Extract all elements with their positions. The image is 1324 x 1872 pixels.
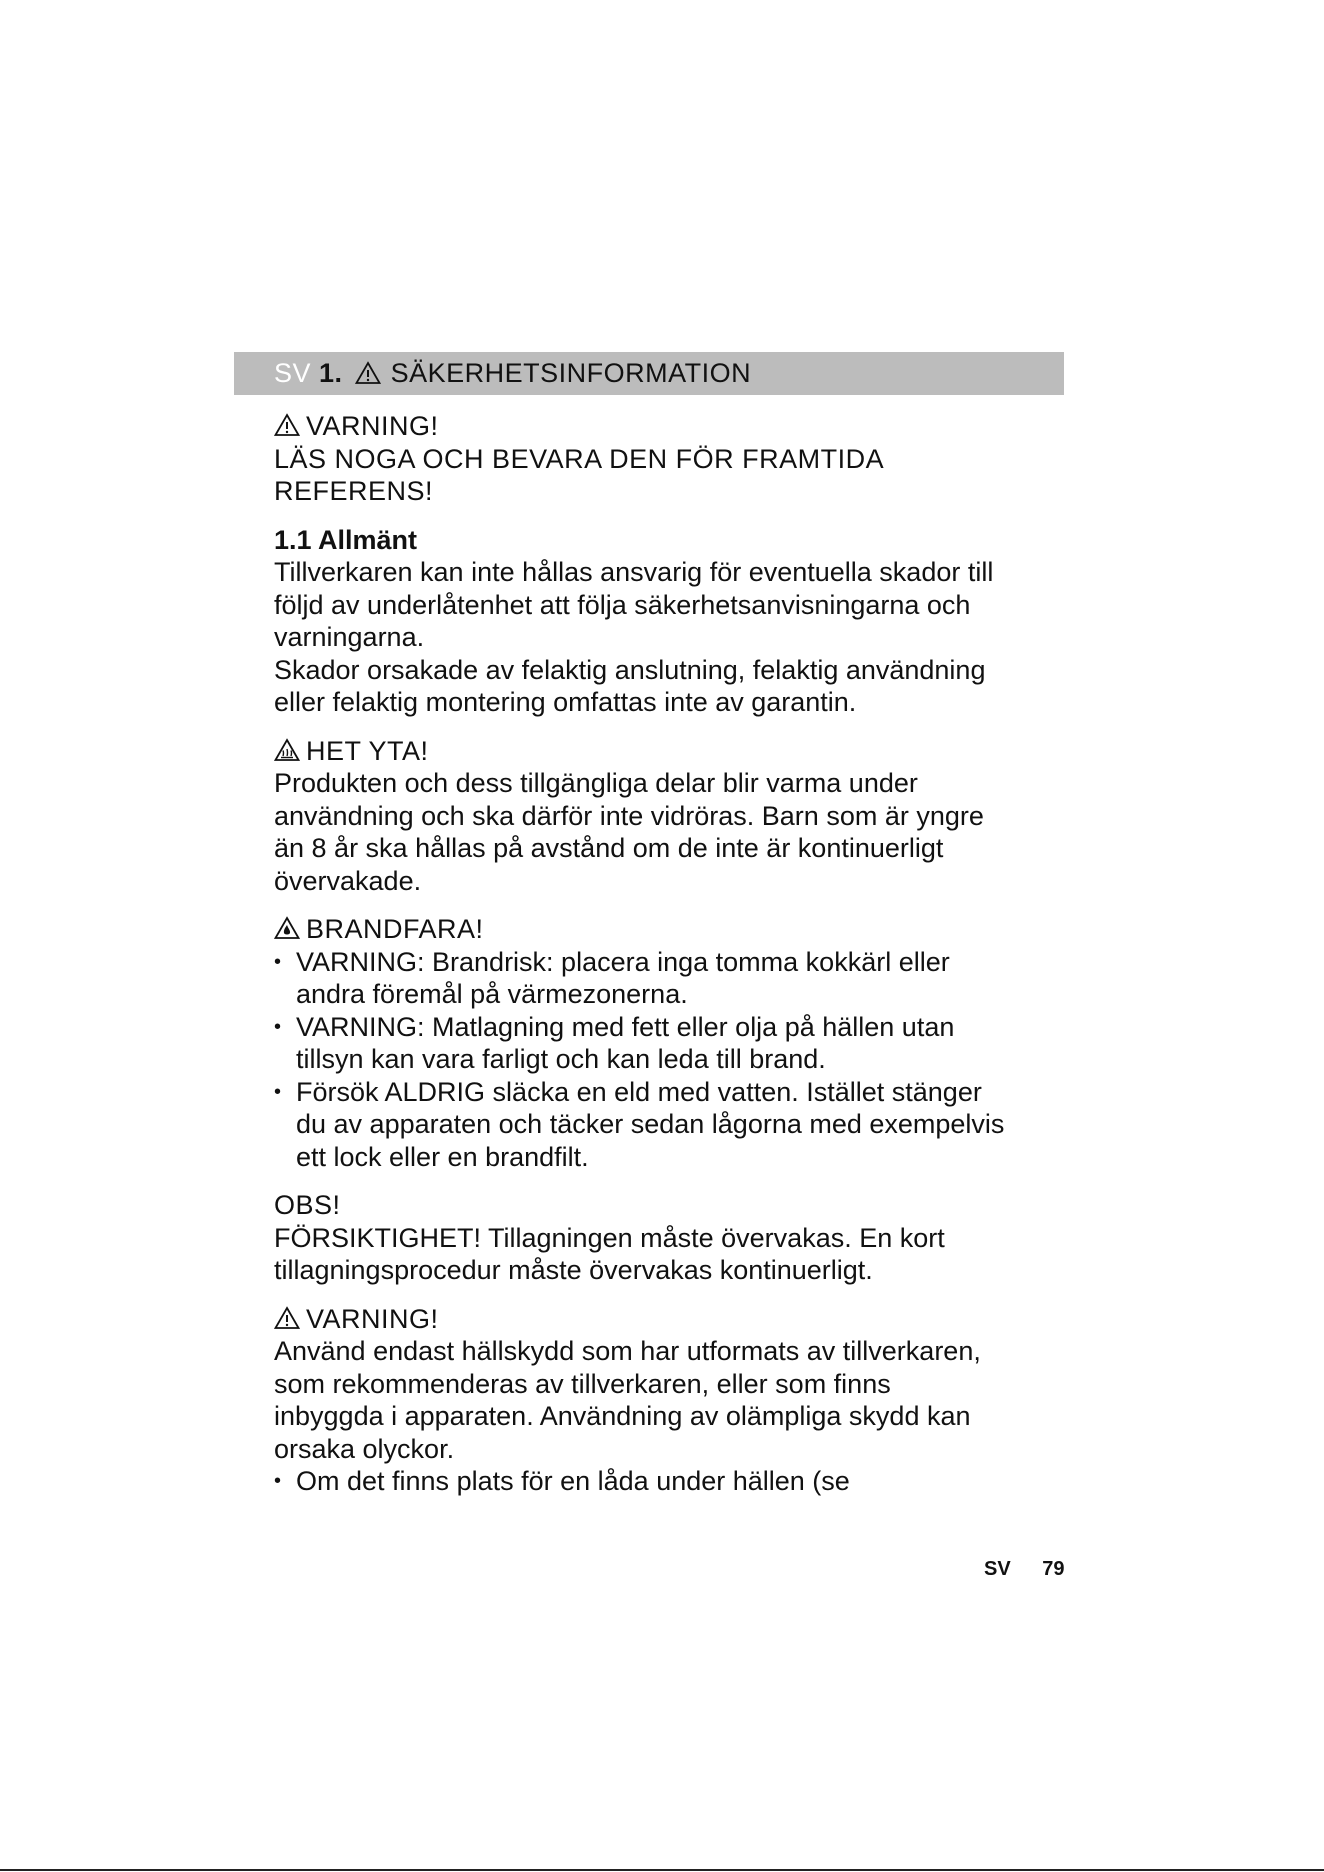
hot-surface-heading-row bbox=[274, 735, 1074, 768]
general-block bbox=[274, 524, 1074, 719]
warning-triangle-icon bbox=[274, 1306, 300, 1330]
hot-surface-text-line: Produkten och dess tillgängliga delar blir varma under bbox=[274, 768, 918, 798]
fire-hazard-heading-row bbox=[274, 913, 1074, 946]
list-item bbox=[274, 1076, 1074, 1174]
hot-surface-text-line: användning och ska därför inte vidröras. Barn som är yngre bbox=[274, 800, 984, 831]
general-text-line: eller felaktig montering omfattas inte av garantin. bbox=[274, 687, 857, 717]
warning-guard-list bbox=[274, 1465, 1074, 1498]
warning-triangle-icon bbox=[274, 413, 300, 437]
list-item-line: • VARNING: Matlagning med fett eller olja på hällen utan bbox=[296, 1011, 955, 1042]
hot-surface-block bbox=[274, 735, 1074, 898]
hot-surface-icon bbox=[274, 738, 300, 762]
fire-hazard-list bbox=[274, 946, 1074, 1174]
section-number: 1. bbox=[319, 358, 343, 388]
warning-guard-block bbox=[274, 1303, 1074, 1498]
bottom-divider bbox=[0, 1869, 1324, 1871]
footer-language-code: SV bbox=[984, 1558, 1011, 1580]
warning-guard-text-line: Använd endast hällskydd som har utformats av tillverkaren, bbox=[274, 1336, 981, 1366]
warning-guard-text-line: inbyggda i apparaten. Användning av olämpliga skydd kan bbox=[274, 1401, 971, 1431]
list-item-line: andra föremål på värmezonerna. bbox=[296, 979, 688, 1009]
list-item bbox=[274, 946, 1074, 1011]
section-language-code: SV bbox=[274, 358, 312, 388]
page-content bbox=[274, 410, 1074, 1514]
warning-intro-heading-row bbox=[274, 410, 1074, 443]
hot-surface-text-line: övervakade. bbox=[274, 865, 422, 896]
warning-intro-line: REFERENS! bbox=[274, 476, 434, 506]
note-text-line: tillagningsprocedur måste övervakas kontinuerligt. bbox=[274, 1255, 873, 1285]
list-item-line: tillsyn kan vara farligt och kan leda till brand. bbox=[296, 1044, 826, 1074]
warning-guard-text-line: som rekommenderas av tillverkaren, eller som finns bbox=[274, 1368, 891, 1399]
warning-guard-heading-row bbox=[274, 1303, 1074, 1336]
warning-triangle-icon bbox=[355, 358, 381, 389]
page-footer bbox=[984, 1558, 1065, 1581]
note-text-line: FÖRSIKTIGHET! Tillagningen måste övervakas. En kort bbox=[274, 1222, 945, 1253]
warning-intro-heading: VARNING! bbox=[306, 411, 439, 441]
general-text-line: Skador orsakade av felaktig anslutning, felaktig användning bbox=[274, 654, 986, 685]
list-item bbox=[274, 1465, 1074, 1498]
general-text-line: följd av underlåtenhet att följa säkerhetsanvisningarna och bbox=[274, 589, 971, 620]
page-number: 79 bbox=[1042, 1558, 1065, 1580]
hot-surface-text-line: än 8 år ska hållas på avstånd om de inte är kontinuerligt bbox=[274, 833, 944, 863]
note-block bbox=[274, 1189, 1074, 1287]
warning-intro-line: LÄS NOGA OCH BEVARA DEN FÖR FRAMTIDA bbox=[274, 443, 885, 474]
list-item-line: ett lock eller en brandfilt. bbox=[296, 1141, 589, 1172]
fire-hazard-icon bbox=[274, 916, 300, 940]
hot-surface-heading: HET YTA! bbox=[306, 735, 429, 766]
section-title: SÄKERHETSINFORMATION bbox=[390, 358, 752, 388]
fire-hazard-heading: BRANDFARA! bbox=[306, 914, 484, 944]
list-item-line: • Om det finns plats för en låda under hällen (se bbox=[296, 1466, 850, 1496]
warning-guard-text-line: orsaka olyckor. bbox=[274, 1433, 455, 1464]
list-item-line: • VARNING: Brandrisk: placera inga tomma kokkärl eller bbox=[296, 946, 950, 977]
general-text-line: Tillverkaren kan inte hållas ansvarig för eventuella skador till bbox=[274, 557, 994, 587]
note-heading: OBS! bbox=[274, 1190, 341, 1220]
general-text-line: varningarna. bbox=[274, 622, 425, 652]
warning-guard-heading: VARNING! bbox=[306, 1303, 439, 1334]
list-item bbox=[274, 1011, 1074, 1076]
general-heading: 1.1 Allmänt bbox=[274, 524, 418, 555]
fire-hazard-block bbox=[274, 913, 1074, 1173]
section-header-bar bbox=[234, 352, 1064, 395]
list-item-line: • Försök ALDRIG släcka en eld med vatten. Istället stänger bbox=[296, 1076, 982, 1107]
list-item-line: du av apparaten och täcker sedan lågorna med exempelvis bbox=[296, 1109, 1005, 1139]
warning-intro-block bbox=[274, 410, 1074, 508]
